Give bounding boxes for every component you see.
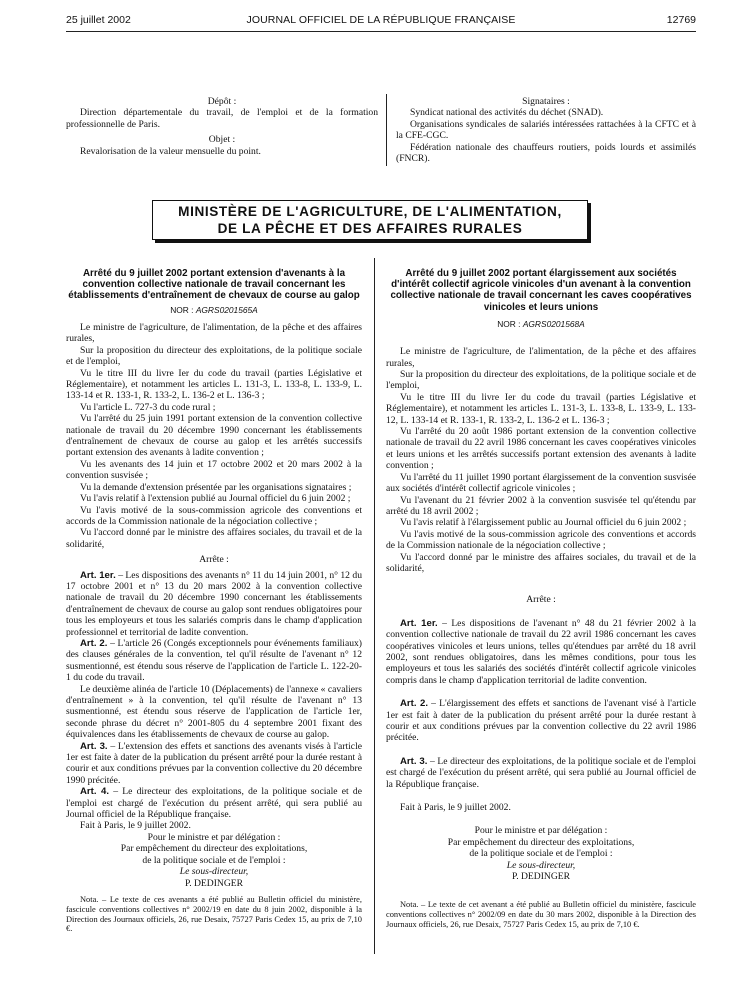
signatory-name: P. DEDINGER [511,871,571,883]
preamble-para: Vu la demande d'extension présentée par les organisations signataires ; [80,481,352,493]
article-para: Art. 2. – L'article 26 (Congés exceptionnels pour événements familiaux) des clauses générales de la convention, tel qu'il résulte de l'avenant n° 12 susmentionné, est étendu sous réserve de l'application de l'article L. 122-20-1 du code du travail. [66,637,362,684]
preamble-para: Vu l'avis motivé de la sous-commission agricole des conventions et accords de la Commission nationale de la négociation collective ; [66,504,362,527]
signature-line: Pour le ministre et par délégation : [147,831,281,843]
signature-line: de la politique sociale et de l'emploi : [469,848,613,860]
left-article-title: Arrêté du 9 juillet 2002 portant extension d'avenants à la convention collective nationale de travail concernant les établissements d'entraînement de chevaux de course au galop [68,268,360,302]
article-para: Art. 1er. – Les dispositions des avenants n° 11 du 14 juin 2001, n° 12 du 17 octobre 2001 et n° 13 du 20 mars 2002 à la convention collective nationale de travail du 20 décembre 1990 concernant les établissements d'entraînement de chevaux de course au galop sont rendues obligatoires pour tous les employeurs et tous les salariés compris dans le champ d'application professionnel et territorial de ladite convention. [66,569,362,638]
top-right-block [396,96,696,164]
preamble-para: Vu l'arrêté du 11 juillet 1990 portant élargissement de la convention susvisée aux sociétés d'intérêt collectif agricole vinicoles ; [386,471,696,495]
objet-text: Revalorisation de la valeur mensuelle du point. [80,145,261,157]
preamble-para: Vu le titre III du livre Ier du code du travail (parties Législative et Réglementaire), et notamment les articles L. 131-3, L. 133-8, L. 133-9, L. 133-12, L. 133-14 et R. 133-1, R. 133-2, L. 136-2 et L. 136-3 ; [386,391,696,426]
header-title: JOURNAL OFFICIEL DE LA RÉPUBLIQUE FRANÇAISE [246,14,516,26]
article-para: Art. 3. – L'extension des effets et sanctions des avenants visés à l'article 1er est faite à dater de la publication du présent arrêté pour la durée restant à courir et aux conditions prévues par la convention collective du 20 décembre 1990 précitée. [66,740,362,786]
header-rule [66,31,696,32]
preamble-para: Vu les avenants des 14 juin et 17 octobre 2002 et 20 mars 2002 à la convention susvisée ; [66,458,362,482]
signature-line: Pour le ministre et par délégation : [474,825,608,837]
article-para: Art. 4. – Le directeur des exploitations, de la politique sociale et de l'emploi est chargé de l'exécution du présent arrêté, qui sera publié au Journal officiel de la République française. [66,786,362,821]
article-para: Art. 1er. – Les dispositions de l'avenant n° 48 du 21 février 2002 à la convention collective nationale de travail du 22 avril 1986 concernant les caves coopératives vinicoles et leurs unions, telles qu'étendues par arrêté du 18 avril 2002, sont rendues obligatoires, dans les mêmes conditions, pour tous les employeurs et tous les salariés des sociétés d'intérêt collectif agricole vinicoles compris dans le champ d'application territorial de ladite convention. [386,617,696,686]
header-date: 25 juillet 2002 [66,14,131,26]
preamble-para: Vu l'avis relatif à l'extension publié au Journal officiel du 6 juin 2002 ; [80,493,351,505]
fait-line: Fait à Paris, le 9 juillet 2002. [400,802,511,814]
left-article [66,268,362,934]
running-header [66,14,696,30]
objet-label: Objet : [208,134,236,146]
article-para: Art. 3. – Le directeur des exploitations, de la politique sociale et de l'emploi est chargé de l'exécution du présent arrêté, qui sera publié au Journal officiel de la République française. [386,755,696,790]
depot-text: Direction départementale du travail, de l'emploi et de la formation professionnelle de Paris. [66,107,378,130]
fait-line: Fait à Paris, le 9 juillet 2002. [80,820,191,832]
preamble-para: Vu l'article L. 727-3 du code rural ; [80,401,216,413]
preamble-para: Vu le titre III du livre Ier du code du travail (parties Législative et Réglementaire), et notamment les articles L. 131-3, L. 133-8, L. 133-9, L. 133-14 et R. 133-1, R. 133-2, L. 136-2 et L. 136-3 ; [66,367,362,402]
signataires-label: Signataires : [522,96,570,107]
preamble-para: Vu l'accord donné par le ministre des affaires sociales, du travail et de la solidarité, [386,551,696,574]
right-nota [386,900,696,929]
page-number: 12769 [666,14,696,26]
signature-line: Par empêchement du directeur des exploitations, [120,843,308,855]
top-left-block [66,96,378,157]
right-nor-reference: NOR : AGRS0201568A [497,318,585,329]
signature-line: de la politique sociale et de l'emploi : [142,854,286,866]
left-nor-reference: NOR : AGRS0201565A [170,304,258,315]
ministry-heading [152,200,588,240]
ministry-line-1: MINISTÈRE DE L'AGRICULTURE, DE L'ALIMENTATION, [178,204,562,219]
preamble-para: Sur la proposition du directeur des exploitations, de la politique sociale et de l'emploi, [386,369,696,392]
depot-label: Dépôt : [207,96,237,107]
preamble-para: Vu l'arrêté du 20 août 1986 portant extension de la convention collective nationale de travail du 22 avril 1986 concernant les caves coopératives vinicoles et leurs unions et les arrêtés successifs portant extension des avenants à ladite convention ; [386,426,696,472]
preamble-para: Vu l'accord donné par le ministre des affaires sociales, du travail et de la solidarité, [66,527,362,550]
column-divider-main [374,258,375,954]
signataire-item: Syndicat national des activités du déchet (SNAD). [410,107,604,119]
nota-text: Nota. – Le texte de ces avenants a été publié au Bulletin officiel du ministère, fascicule conventions collectives n° 2002/19 en date du 8 juin 2002, disponible à la Direction des Journaux officiels, 26, rue Desaix, 75727 Paris Cedex 15, au prix de 7,10 €. [66,894,362,934]
preamble-para: Vu l'avenant du 21 février 2002 à la convention susvisée tel qu'étendu par arrêté du 18 avril 2002 ; [386,494,696,517]
preamble-para: Vu l'avis relatif à l'élargissement public au Journal officiel du 6 juin 2002 ; [400,517,687,529]
signatory-name: P. DEDINGER [184,877,244,889]
right-article-title: Arrêté du 9 juillet 2002 portant élargissement aux sociétés d'intérêt collectif agricole vinicoles d'un avenant à la convention collective nationale de travail concernant les caves coopératives vinicoles et leurs unions [390,268,692,313]
signature-title: Le sous-directeur, [179,866,249,878]
preamble-para: Sur la proposition du directeur des exploitations, de la politique sociale et de l'emploi, [66,344,362,368]
signataire-item: Organisations syndicales de salariés intéressées rattachées à la CFTC et à la CFE-CGC. [396,118,696,142]
nota-text: Nota. – Le texte de cet avenant a été publié au Bulletin officiel du ministère, fascicule conventions collectives n° 2002/09 en date du 30 mars 2002, disponible à la Direction des Journaux officiels, 26, rue Desaix, 75727 Paris Cedex 15, au prix de 7,10 €. [386,900,696,930]
preamble-para: Le ministre de l'agriculture, de l'alimentation, de la pêche et des affaires rurales, [66,322,362,345]
signature-title: Le sous-directeur, [506,859,576,871]
preamble-para: Le ministre de l'agriculture, de l'alimentation, de la pêche et des affaires rurales, [386,346,696,369]
article-para: Le deuxième alinéa de l'article 10 (Déplacements) de l'annexe « cavaliers d'entraînement » à la convention, tel qu'il résulte de l'avenant n° 13 susmentionné, est étendu sous réserve de l'application de l'article 1er, seconde phrase du décret n° 2001-805 du 4 septembre 2001 fixant des équivalences dans les établissements de chevaux de course au galop. [66,683,362,741]
left-nota [66,895,362,934]
signature-line: Par empêchement du directeur des exploitations, [447,836,635,848]
preamble-para: Vu l'arrêté du 25 juin 1991 portant extension de la convention collective nationale de travail du 20 décembre 1990 concernant les établissements d'entraînement de chevaux de course au galop et les arrêtés successifs portant extension des avenants à ladite convention ; [66,413,362,459]
column-divider-top [386,94,387,166]
arrete-label: Arrête : [199,554,229,566]
signataire-item: Fédération nationale des chauffeurs routiers, poids lourds et assimilés (FNCR). [396,141,696,165]
arrete-label: Arrête : [526,594,556,606]
preamble-para: Vu l'avis motivé de la sous-commission agricole des conventions et accords de la Commission nationale de la négociation collective ; [386,528,696,552]
article-para: Art. 2. – L'élargissement des effets et sanctions de l'avenant visé à l'article 1er est fait à dater de la publication du présent arrêté pour la durée restant à courir et aux conditions prévues par la convention collective du 22 avril 1986 précitée. [386,698,696,744]
right-article [386,268,696,930]
ministry-line-2: DE LA PÊCHE ET DES AFFAIRES RURALES [217,221,523,236]
